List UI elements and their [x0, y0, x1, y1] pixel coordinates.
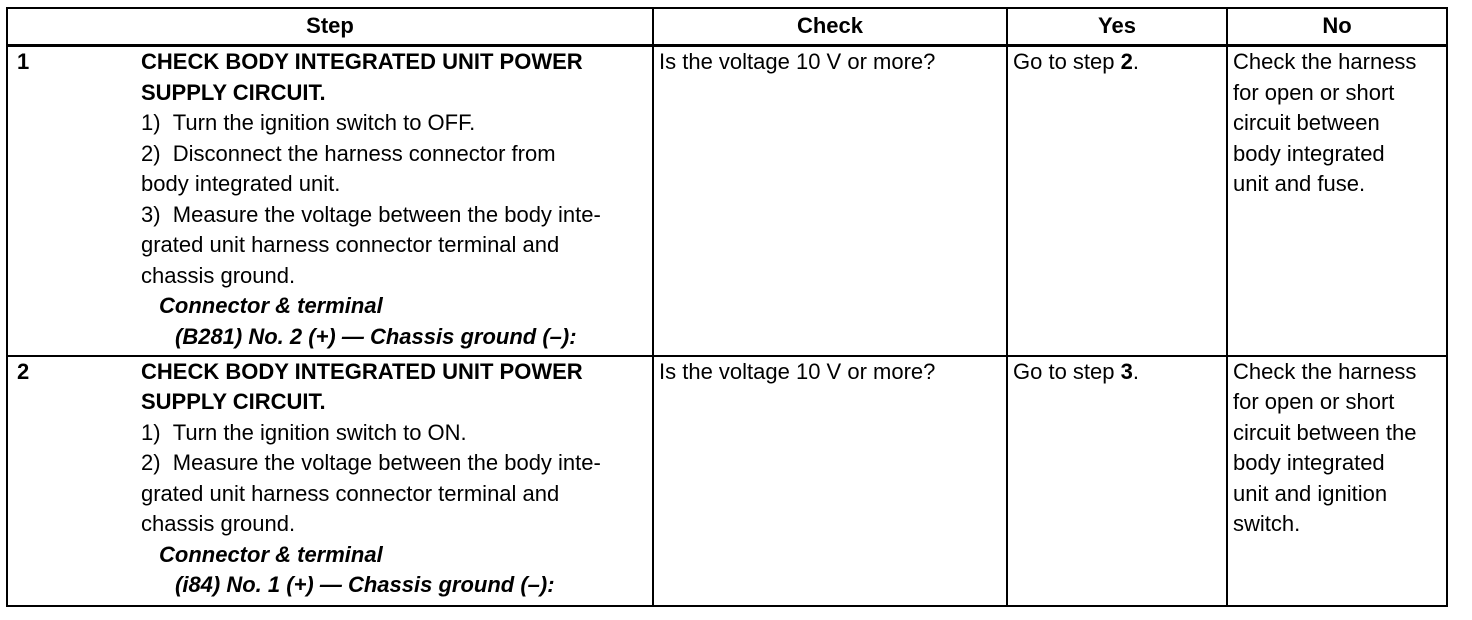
- step-cell: [7, 356, 653, 606]
- header-step: Step: [7, 8, 653, 46]
- yes-action: [1013, 359, 1139, 384]
- connector-label: Connector & terminal: [159, 293, 383, 318]
- step-cell: [7, 46, 653, 356]
- no-action-line: for open or short: [1233, 389, 1395, 414]
- yes-suffix: .: [1132, 358, 1139, 384]
- yes-step-ref: 2: [1120, 49, 1133, 74]
- connector-detail: (B281) No. 2 (+) — Chassis ground (–):: [175, 323, 577, 349]
- no-action-line: unit and fuse.: [1233, 171, 1366, 196]
- instruction-line: grated unit harness connector terminal and: [141, 480, 560, 506]
- yes-step-ref: 3: [1120, 358, 1133, 384]
- yes-prefix: Go to step: [1013, 358, 1121, 384]
- table-row: [7, 46, 1447, 356]
- connector-detail: (i84) No. 1 (+) — Chassis ground (–):: [175, 572, 555, 597]
- instruction-line: 1) Turn the ignition switch to ON.: [141, 419, 467, 445]
- instruction-line: 2) Disconnect the harness connector from: [141, 140, 556, 166]
- yes-cell: [1007, 356, 1227, 606]
- check-cell: [653, 356, 1007, 606]
- connector-label: Connector & terminal: [159, 541, 383, 567]
- no-cell: [1227, 46, 1447, 356]
- header-yes: Yes: [1007, 8, 1227, 46]
- no-cell: [1227, 356, 1447, 606]
- no-action-line: circuit between the: [1233, 419, 1417, 445]
- diagnostic-procedure-sheet: [6, 7, 1448, 607]
- step-title: CHECK BODY INTEGRATED UNIT POWER: [141, 358, 583, 384]
- instruction-line: 3) Measure the voltage between the body inte-: [141, 201, 601, 227]
- instruction-line: 2) Measure the voltage between the body inte-: [141, 450, 601, 475]
- step-body: [141, 47, 652, 352]
- header-check: Check: [653, 8, 1007, 46]
- step-number: 1: [17, 49, 30, 74]
- table-row: [7, 356, 1447, 606]
- no-action-line: Check the harness: [1233, 49, 1417, 74]
- instruction-line: 1) Turn the ignition switch to OFF.: [141, 110, 476, 135]
- check-question: Is the voltage 10 V or more?: [659, 49, 936, 74]
- table-header-row: [7, 8, 1447, 46]
- check-cell: [653, 46, 1007, 356]
- step-body: [141, 357, 652, 601]
- instruction-line: chassis ground.: [141, 262, 296, 288]
- instruction-line: grated unit harness connector terminal and: [141, 232, 560, 257]
- yes-cell: [1007, 46, 1227, 356]
- no-action-line: Check the harness: [1233, 358, 1417, 384]
- step-title: CHECK BODY INTEGRATED UNIT POWER: [141, 49, 583, 74]
- no-action-line: switch.: [1233, 511, 1301, 536]
- no-action-line: for open or short: [1233, 79, 1395, 105]
- header-no: No: [1227, 8, 1447, 46]
- no-action-line: body integrated: [1233, 140, 1385, 166]
- instruction-line: body integrated unit.: [141, 171, 341, 196]
- instruction-line: chassis ground.: [141, 511, 296, 536]
- step-number: 2: [17, 358, 30, 384]
- yes-prefix: Go to step: [1013, 49, 1121, 74]
- no-action-line: circuit between: [1233, 110, 1380, 135]
- step-title-continued: SUPPLY CIRCUIT.: [141, 79, 326, 105]
- no-action-line: unit and ignition: [1233, 480, 1388, 506]
- yes-action: [1013, 49, 1139, 74]
- no-action-line: body integrated: [1233, 450, 1385, 475]
- diagnostic-table: [6, 7, 1448, 607]
- check-question: Is the voltage 10 V or more?: [659, 358, 936, 384]
- yes-suffix: .: [1132, 49, 1139, 74]
- step-title-continued: SUPPLY CIRCUIT.: [141, 389, 326, 414]
